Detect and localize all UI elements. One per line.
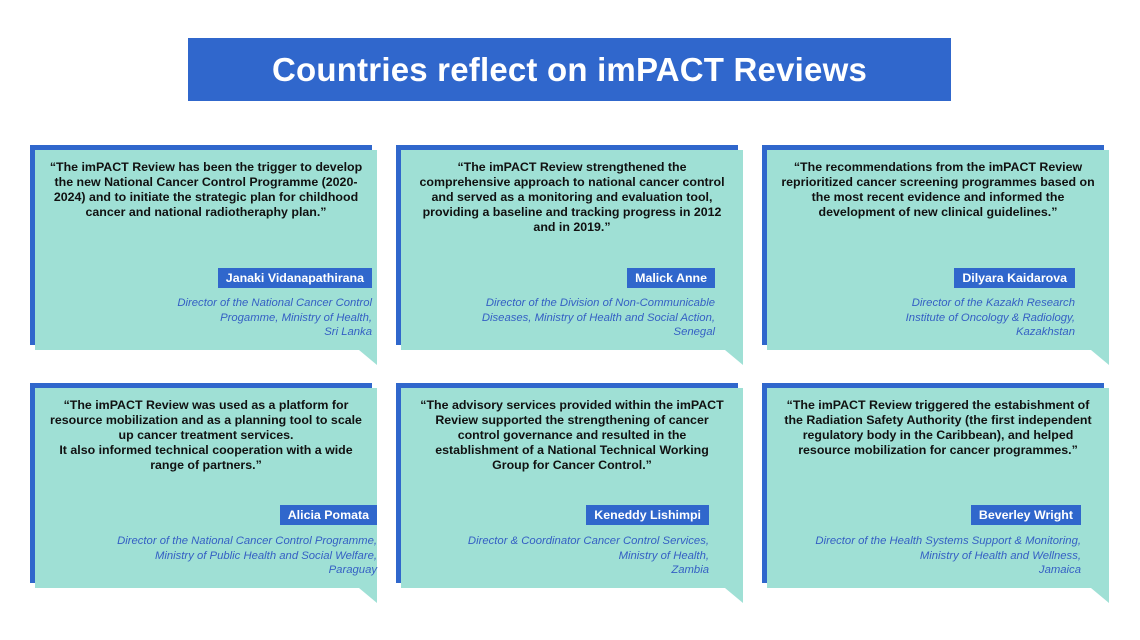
testimonial-card [396,383,744,603]
speaker-name-badge: Malick Anne [627,268,715,288]
speech-bubble-tail [359,588,377,603]
testimonial-card [396,145,744,365]
testimonial-quote: “The imPACT Review strengthened the comprehensive approach to national cancer control and served as a monitoring and evaluation tool, providing a baseline and tracking progress in 2012 and in 2019.” [419,160,725,234]
speaker-role: Director & Coordinator Cancer Control Services, Ministry of Health, Zambia [467,535,709,576]
card-body [401,388,743,588]
speaker-role: Director of the National Cancer Control Programme, Ministry of Public Health and Social Welfare, Paraguay [117,535,377,576]
testimonial-card [762,383,1110,603]
speaker-name-badge: Dilyara Kaidarova [954,268,1075,288]
speech-bubble-tail [725,588,743,603]
testimonial-quote: “The recommendations from the imPACT Review reprioritized cancer screening programmes based on the most recent evidence and informed the development of new clinical guidelines.” [781,160,1095,219]
speaker-name-badge: Beverley Wright [971,505,1081,525]
speech-bubble-tail [1091,588,1109,603]
speaker-name-badge: Alicia Pomata [280,505,377,525]
speaker-role: Director of the National Cancer Control Progamme, Ministry of Health, Sri Lanka [177,297,372,338]
speaker-name-badge: Janaki Vidanapathirana [218,268,372,288]
speaker-role: Director of the Kazakh Research Institute of Oncology & Radiology, Kazakhstan [905,297,1075,338]
testimonial-card [762,145,1110,365]
testimonial-card [30,145,378,365]
speaker-role: Director of the Health Systems Support & Monitoring, Ministry of Health and Wellness, Jamaica [815,535,1081,576]
card-body [35,150,377,350]
testimonial-quote: “The imPACT Review triggered the estabishment of the Radiation Safety Authority (the first independent regulatory body in the Caribbean), and helped resource mobilization for cancer programmes.” [784,398,1092,457]
page-title: Countries reflect on imPACT Reviews [271,50,868,88]
testimonial-quote: “The imPACT Review has been the trigger to develop the new National Cancer Control Programme (2020-2024) and to initiate the strategic plan for childhood cancer and national radiotheraphy plan.” [49,160,363,219]
card-body [401,150,743,350]
card-body [35,388,377,588]
card-body [767,150,1109,350]
speech-bubble-tail [725,350,743,365]
title-banner [188,38,951,101]
speaker-role: Director of the Division of Non-Communicable Diseases, Ministry of Health and Social Action, Senegal [481,297,715,338]
speaker-name-badge: Keneddy Lishimpi [586,505,709,525]
testimonial-quote: “The imPACT Review was used as a platform for resource mobilization and as a planning tool to scale up cancer treatment services. It also informed technical cooperation with a wide range of partners.” [50,398,362,472]
speech-bubble-tail [1091,350,1109,365]
speech-bubble-tail [359,350,377,365]
testimonial-quote: “The advisory services provided within the imPACT Review supported the strengthening of cancer control governance and resulted in the establishment of a National Technical Working Group for Cancer Control.” [420,398,724,472]
card-body [767,388,1109,588]
testimonial-card [30,383,378,603]
